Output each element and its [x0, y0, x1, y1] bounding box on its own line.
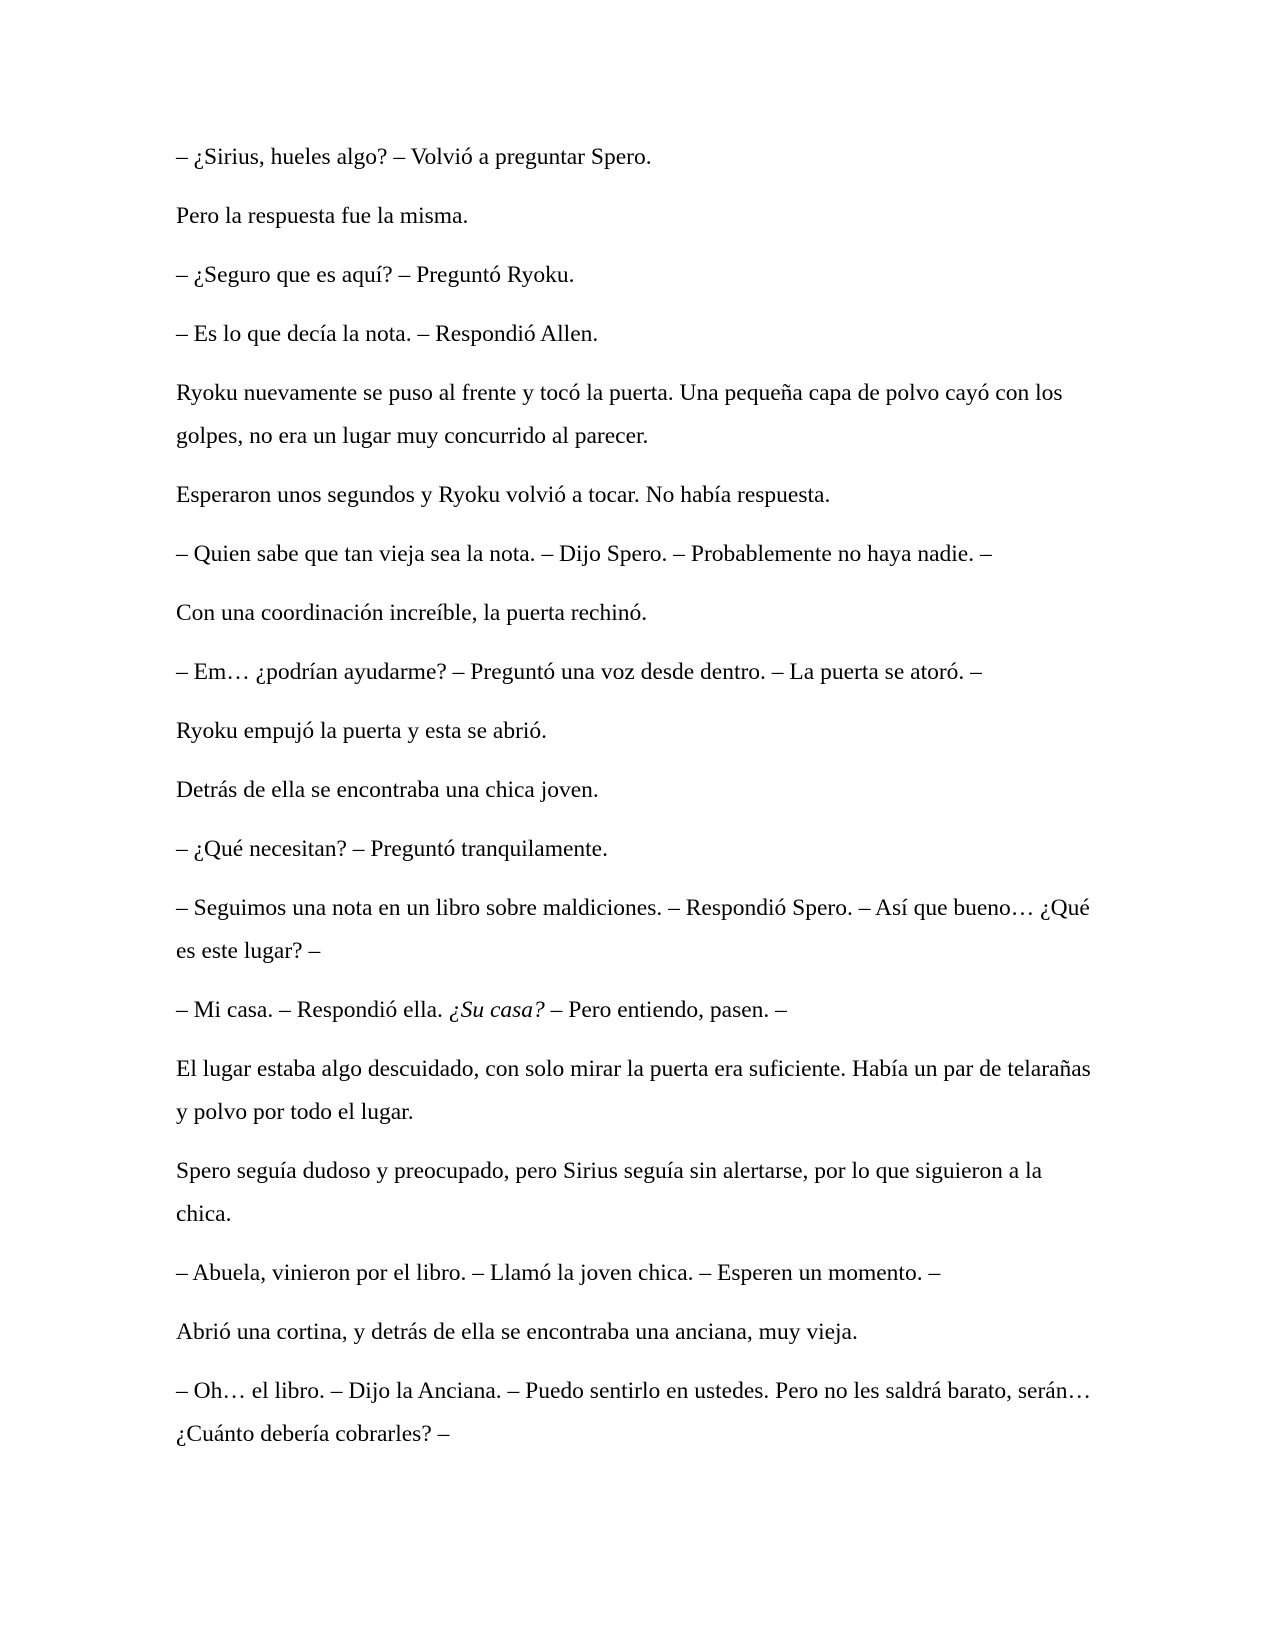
paragraph — [176, 372, 1096, 458]
paragraph-text: – Quien sabe que tan vieja sea la nota. – Dijo Spero. – Probablemente no haya nadie. – — [176, 541, 992, 567]
document-body — [176, 136, 1096, 1472]
paragraph — [176, 1252, 1096, 1295]
paragraph-text: Pero la respuesta fue la misma. — [176, 203, 469, 229]
italic-thought: ¿Su casa? — [448, 997, 545, 1023]
paragraph — [176, 533, 1096, 576]
paragraph — [176, 195, 1096, 238]
paragraph-text: – Pero entiendo, pasen. – — [544, 997, 787, 1023]
paragraph-text: – ¿Qué necesitan? – Preguntó tranquilamente. — [176, 836, 608, 862]
paragraph-text: – Seguimos una nota en un libro sobre maldiciones. – Respondió Spero. – Así que bueno… ¿Qué es este lugar? – — [176, 895, 1096, 964]
paragraph — [176, 474, 1096, 517]
paragraph-text: – Em… ¿podrían ayudarme? – Preguntó una voz desde dentro. – La puerta se atoró. – — [176, 659, 982, 685]
paragraph-text: Esperaron unos segundos y Ryoku volvió a tocar. No había respuesta. — [176, 482, 831, 508]
paragraph-text: – Es lo que decía la nota. – Respondió Allen. — [176, 321, 599, 347]
paragraph — [176, 710, 1096, 753]
paragraph — [176, 1150, 1096, 1236]
paragraph-text: – Oh… el libro. – Dijo la Anciana. – Puedo sentirlo en ustedes. Pero no les saldrá barato, serán… ¿Cuánto debería cobrarles? – — [176, 1378, 1097, 1447]
paragraph — [176, 989, 1096, 1032]
paragraph — [176, 592, 1096, 635]
paragraph-text: Spero seguía dudoso y preocupado, pero Sirius seguía sin alertarse, por lo que siguieron a la chica. — [176, 1158, 1048, 1227]
paragraph-text: – Abuela, vinieron por el libro. – Llamó la joven chica. – Esperen un momento. – — [176, 1260, 941, 1286]
paragraph-text: Con una coordinación increíble, la puerta rechinó. — [176, 600, 648, 626]
paragraph — [176, 313, 1096, 356]
paragraph — [176, 828, 1096, 871]
paragraph-text: – ¿Sirius, hueles algo? – Volvió a preguntar Spero. — [176, 144, 652, 170]
paragraph-text: Abrió una cortina, y detrás de ella se encontraba una anciana, muy vieja. — [176, 1319, 858, 1345]
paragraph — [176, 1048, 1096, 1134]
paragraph — [176, 887, 1096, 973]
paragraph — [176, 254, 1096, 297]
paragraph — [176, 1311, 1096, 1354]
paragraph — [176, 136, 1096, 179]
paragraph-text: Detrás de ella se encontraba una chica joven. — [176, 777, 599, 803]
paragraph — [176, 651, 1096, 694]
paragraph-text: El lugar estaba algo descuidado, con solo mirar la puerta era suficiente. Había un par de telarañas y polvo por todo el lugar. — [176, 1056, 1097, 1125]
paragraph-text: Ryoku empujó la puerta y esta se abrió. — [176, 718, 548, 744]
paragraph — [176, 769, 1096, 812]
paragraph — [176, 1370, 1096, 1456]
paragraph-text: Ryoku nuevamente se puso al frente y tocó la puerta. Una pequeña capa de polvo cayó con los golpes, no era un lugar muy concurrido al parecer. — [176, 380, 1069, 449]
paragraph-text: – Mi casa. – Respondió ella. — [176, 997, 449, 1023]
paragraph-text: – ¿Seguro que es aquí? – Preguntó Ryoku. — [176, 262, 575, 288]
